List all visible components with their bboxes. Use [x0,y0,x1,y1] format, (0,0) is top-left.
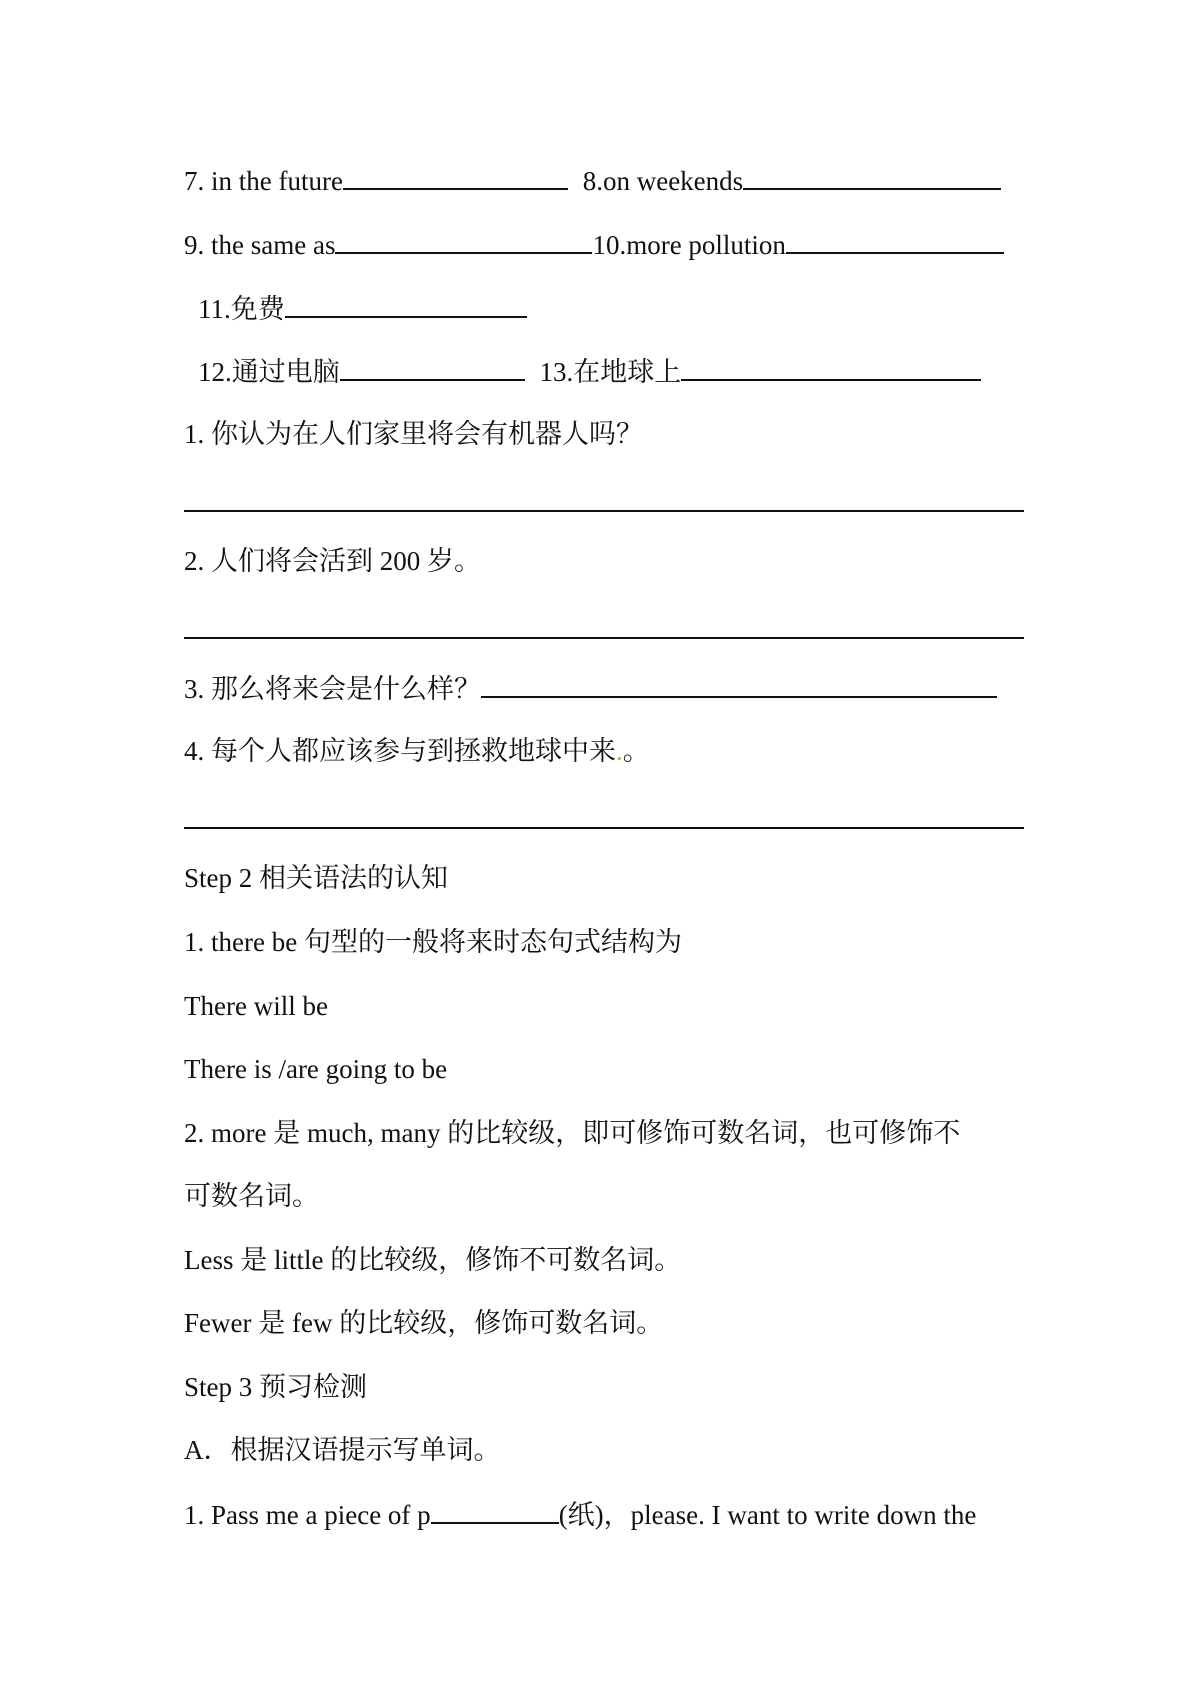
answer-blank-7[interactable] [343,162,568,190]
vocab-row-9-10 [184,226,1024,263]
vocab-item-9: 9. the same as [184,230,336,260]
translate-question-4-end: 。 [622,736,650,766]
vocab-item-11: 11.免费 [198,294,285,324]
step3-subheading: A．根据汉语提示写单词。 [184,1435,501,1465]
step2-note-fewer: Fewer 是 few 的比较级，修饰可数名词。 [184,1308,664,1338]
step2-point-2-line1: 2. more 是 much, many 的比较级，即可修饰可数名词，也可修饰不 [184,1118,961,1148]
answer-blank-paper[interactable] [431,1496,559,1524]
step2-heading: Step 2 相关语法的认知 [184,863,449,893]
translate-question-3-text: 3. 那么将来会是什么样？ [184,674,481,704]
step3-question-1-end: (纸)，please. I want to write down the [558,1500,977,1530]
translate-question-2: 2. 人们将会活到 200 岁。 [184,546,481,576]
translate-question-4 [184,733,1024,769]
answer-blank-9[interactable] [335,226,592,254]
answer-line-2[interactable] [184,637,1024,639]
answer-line-4[interactable] [184,827,1024,829]
vocab-row-11 [198,290,1038,327]
vocab-item-12: 12.通过电脑 [198,357,340,387]
step3-question-1 [184,1496,1024,1533]
step3-heading: Step 3 预习检测 [184,1372,368,1402]
translate-question-4-text: 4. 每个人都应该参与到拯救地球中来 [184,736,616,766]
vocab-item-8: 8.on weekends [582,166,744,196]
vocab-item-7: 7. in the future [184,166,343,196]
answer-blank-10[interactable] [786,226,1004,254]
mark-dot: . [616,736,623,766]
vocab-item-10: 10.more pollution [592,230,786,260]
answer-blank-13[interactable] [681,353,981,381]
answer-blank-12[interactable] [340,353,525,381]
step2-example-1: There will be [184,991,328,1021]
vocab-row-7-8 [184,162,1024,199]
answer-blank-11[interactable] [285,290,527,318]
answer-blank-8[interactable] [743,162,1001,190]
step2-example-2: There is /are going to be [184,1054,448,1084]
step2-point-1: 1. there be 句型的一般将来时态句式结构为 [184,927,682,957]
translate-question-1: 1. 你认为在人们家里将会有机器人吗？ [184,419,643,449]
step2-point-2-line2: 可数名词。 [184,1181,319,1211]
translate-question-3 [184,670,1024,707]
answer-blank-q3[interactable] [481,670,997,698]
step3-question-1-start: 1. Pass me a piece of p [184,1500,431,1530]
answer-line-1[interactable] [184,510,1024,512]
vocab-row-12-13 [198,353,1038,390]
step2-note-less: Less 是 little 的比较级，修饰不可数名词。 [184,1245,682,1275]
vocab-item-13: 13.在地球上 [539,357,682,387]
